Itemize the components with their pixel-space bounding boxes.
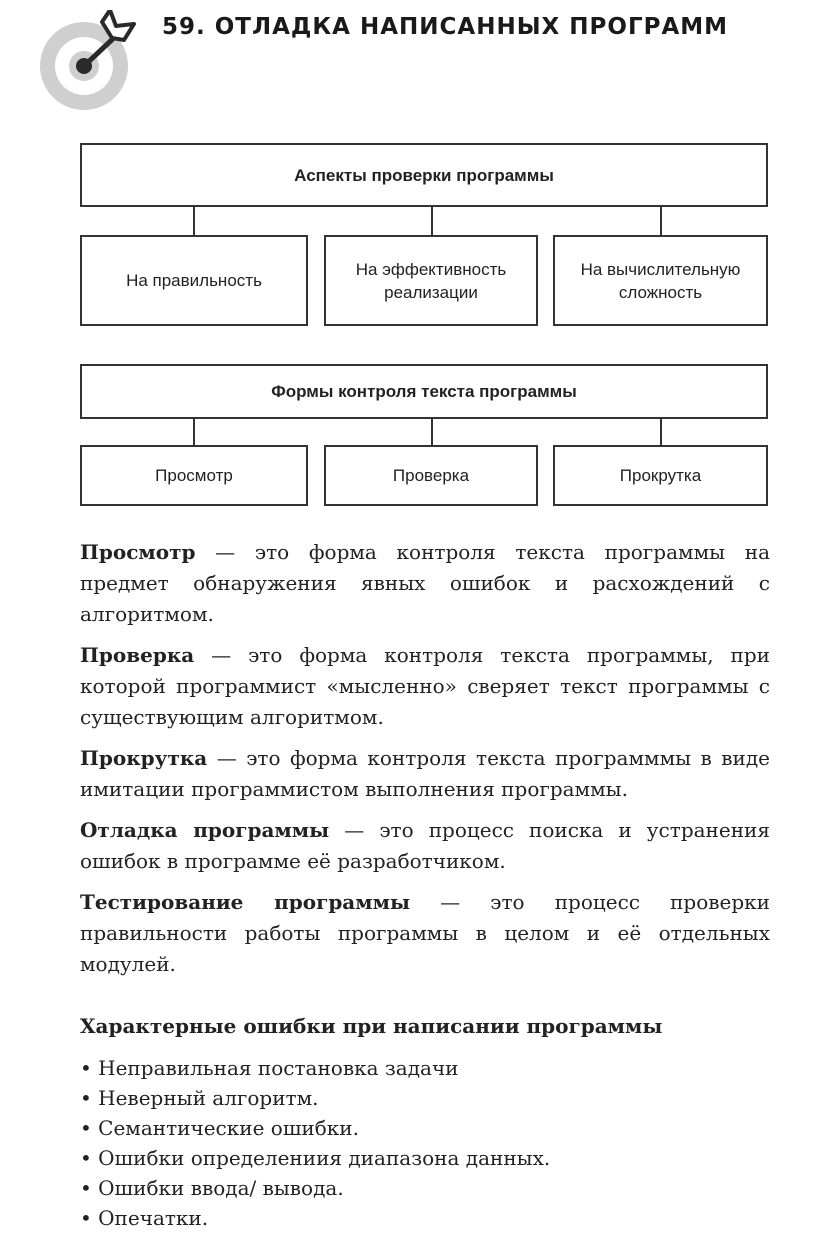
definition-text: — это форма контроля текста программы на предмет обнаружения явных ошибок и расхождений с алгоритмом.: [80, 540, 770, 626]
diagram-child-label: На эффективность реализации: [355, 259, 507, 302]
definition-text: — это процесс проверки правильности работы программы в целом и её отдельных модулей.: [80, 890, 770, 976]
definition-paragraph: [80, 537, 770, 630]
connector-line: [193, 207, 195, 236]
diagram-root-box: [80, 364, 768, 419]
definitions: [80, 537, 770, 990]
diagram-child-label: Проверка: [392, 466, 470, 485]
list-item: • Опечатки.: [80, 1203, 550, 1233]
definition-paragraph: [80, 743, 770, 805]
diagram-child-box: [80, 445, 308, 506]
errors-heading: Характерные ошибки при написании программы: [80, 1014, 663, 1038]
list-item: • Неверный алгоритм.: [80, 1083, 550, 1113]
diagram-child-box: [553, 445, 768, 506]
definition-term: Отладка программы: [80, 818, 330, 842]
definition-term: Проверка: [80, 643, 195, 667]
diagram-child-label: На вычислительную сложность: [580, 259, 741, 302]
list-item: • Ошибки определениия диапазона данных.: [80, 1143, 550, 1173]
definition-text: — это форма контроля текста программы, при которой программист «мысленно» сверяет текст программы с существующим алгоритмом.: [80, 643, 770, 729]
diagram-child-label: Прокрутка: [619, 466, 702, 485]
connector-line: [193, 419, 195, 446]
definition-paragraph: [80, 887, 770, 980]
diagram-root-label: Аспекты проверки программы: [294, 165, 554, 185]
definition-term: Просмотр: [80, 540, 196, 564]
list-item: • Неправильная постановка задачи: [80, 1053, 550, 1083]
list-item: • Семантические ошибки.: [80, 1113, 550, 1143]
definition-paragraph: [80, 815, 770, 877]
connector-line: [660, 419, 662, 446]
diagram-child-box: [553, 235, 768, 326]
connector-line: [431, 207, 433, 236]
diagram-child-label: На правильность: [126, 271, 262, 290]
diagram-root-box: [80, 143, 768, 207]
definition-text: — это форма контроля текста программмы в виде имитации программистом выполнения программы.: [80, 746, 770, 801]
connector-line: [660, 207, 662, 236]
diagram-child-box: [80, 235, 308, 326]
definition-paragraph: [80, 640, 770, 733]
definition-term: Тестирование программы: [80, 890, 411, 914]
definition-term: Прокрутка: [80, 746, 208, 770]
definition-text: — это процесс поиска и устранения ошибок в программе её разработчиком.: [80, 818, 770, 873]
diagram-root-label: Формы контроля текста программы: [271, 382, 577, 401]
diagram-child-box: [324, 445, 538, 506]
list-item: • Ошибки ввода/ вывода.: [80, 1173, 550, 1203]
diagram-child-box: [324, 235, 538, 326]
diagram-child-label: Просмотр: [155, 466, 233, 485]
chapter-title: 59. ОТЛАДКА НАПИСАННЫХ ПРОГРАММ: [162, 14, 729, 40]
target-arrow-icon: [38, 10, 138, 110]
connector-line: [431, 419, 433, 446]
errors-list: [80, 1053, 550, 1233]
